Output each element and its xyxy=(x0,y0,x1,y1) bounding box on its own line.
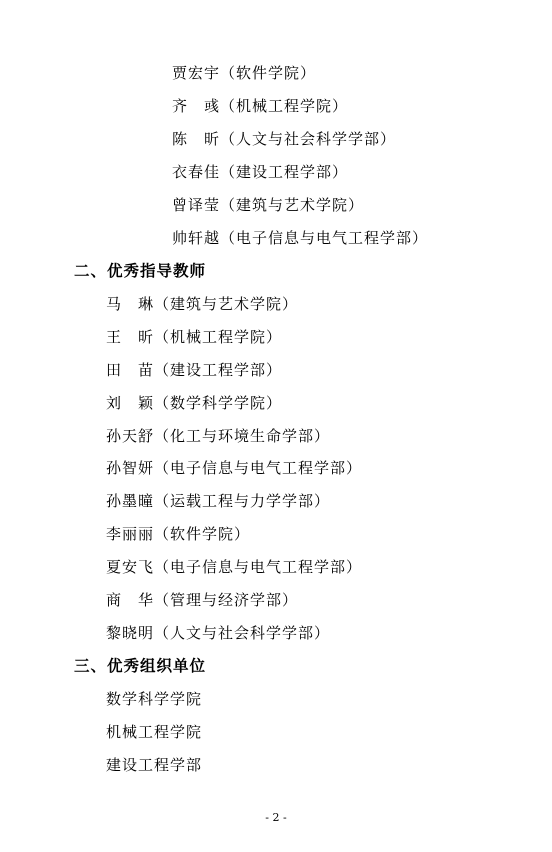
list-item: 商 华（管理与经济学部） xyxy=(106,591,299,609)
list-item: 建设工程学部 xyxy=(106,756,203,774)
list-item: 田 苗（建设工程学部） xyxy=(106,361,283,379)
list-item: 孙墨曈（运载工程与力学学部） xyxy=(106,492,331,510)
list-item: 夏安飞（电子信息与电气工程学部） xyxy=(106,558,363,576)
list-item: 机械工程学院 xyxy=(106,723,203,741)
list-item: 衣春佳（建设工程学部） xyxy=(172,163,349,181)
list-item: 孙天舒（化工与环境生命学部） xyxy=(106,427,331,445)
list-item: 马 琳（建筑与艺术学院） xyxy=(106,295,299,313)
list-item: 帅轩越（电子信息与电气工程学部） xyxy=(172,229,429,247)
section-heading-excellent-organizers: 三、优秀组织单位 xyxy=(74,657,207,675)
list-item: 王 昕（机械工程学院） xyxy=(106,328,283,346)
list-item: 曾译莹（建筑与艺术学院） xyxy=(172,196,365,214)
list-item: 数学科学学院 xyxy=(106,690,203,708)
list-item: 齐 彧（机械工程学院） xyxy=(172,97,349,115)
list-item: 李丽丽（软件学院） xyxy=(106,525,251,543)
list-item: 黎晓明（人文与社会科学学部） xyxy=(106,624,331,642)
list-item: 陈 昕（人文与社会科学学部） xyxy=(172,130,397,148)
section-heading-excellent-advisors: 二、优秀指导教师 xyxy=(74,262,207,280)
list-item: 孙智妍（电子信息与电气工程学部） xyxy=(106,459,363,477)
list-item: 刘 颖（数学科学学院） xyxy=(106,394,283,412)
page-number: - 2 - xyxy=(265,811,287,824)
list-item: 贾宏宇（软件学院） xyxy=(172,64,317,82)
